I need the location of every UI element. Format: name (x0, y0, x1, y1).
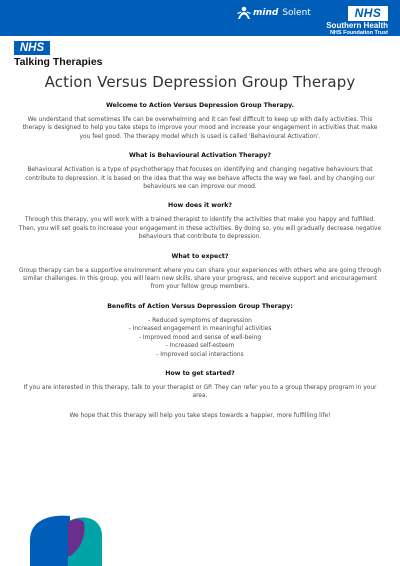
benefit-item: - Increased engagement in meaningful activities (128, 326, 272, 333)
leaflet-body (18, 102, 382, 431)
what-is-heading: What is Behavioural Activation Therapy? (128, 152, 271, 160)
start-paragraph: If you are interested in this therapy, talk to your therapist or GP. They can refer you to a group therapy program in your area. (23, 384, 377, 400)
benefit-item: - Reduced symptoms of depression (148, 317, 252, 324)
trust-name: Southern Health (326, 21, 388, 30)
trust-subname: NHS Foundation Trust (329, 30, 388, 36)
benefit-item: - Improved mood and sense of well-being (138, 334, 262, 341)
expect-heading: What to expect? (171, 252, 229, 260)
trust-name-block (326, 22, 388, 37)
benefit-item: - Increased self-esteem (165, 343, 235, 350)
mind-figure-icon (236, 5, 252, 21)
intro-heading: Welcome to Action Versus Depression Group Therapy. (106, 102, 294, 109)
blue-shape (30, 516, 70, 566)
benefits-list (18, 317, 382, 359)
start-heading: How to get started? (165, 369, 235, 377)
what-is-paragraph: Behavioural Activation is a type of psychotherapy that focuses on identifying and changing negative behaviours that contribute to depression. It is based on the idea that the way we behave affects the way we feel, and by changing our behaviours we can improve our mood. (25, 167, 375, 191)
mind-logo-word: mind (253, 8, 279, 18)
header-band (0, 0, 400, 36)
nhs-logo-left: NHS (14, 41, 50, 55)
intro-paragraph: We understand that sometimes life can be overwhelming and it can feel difficult to keep up with daily activities. This therapy is designed to help you take steps to improve your mood and increase your engagement in activities that make you feel good. The therapy model which is used is called 'Behavioural Activation'. (22, 117, 378, 140)
decorative-shapes (0, 500, 400, 566)
nhs-logo-right: NHS (348, 6, 388, 21)
service-name: Talking Therapies (14, 56, 103, 68)
how-paragraph: Through this therapy, you will work with a trained therapist to identify the activities that make you happy and fulfilled. Then, you will set goals to increase your engagement in these activities. By doing so, you will gradually decrease negative behaviours that contribute to depression. (18, 217, 382, 241)
closing-paragraph: We hope that this therapy will help you take steps towards a happier, more fulfilling life! (69, 412, 331, 419)
mind-logo-place: Solent (282, 8, 311, 18)
page-title: Action Versus Depression Group Therapy (44, 73, 356, 91)
how-heading: How does it work? (168, 202, 232, 210)
mind-logo (236, 5, 311, 21)
benefit-item: - Improved social interactions (156, 351, 244, 358)
expect-paragraph: Group therapy can be a supportive environment where you can share your experiences with others who are going through similar challenges. In this group, you will learn new skills, share your progress, and receive support and encouragement from your fellow group members. (18, 267, 382, 291)
benefits-heading: Benefits of Action Versus Depression Group Therapy: (107, 302, 293, 310)
